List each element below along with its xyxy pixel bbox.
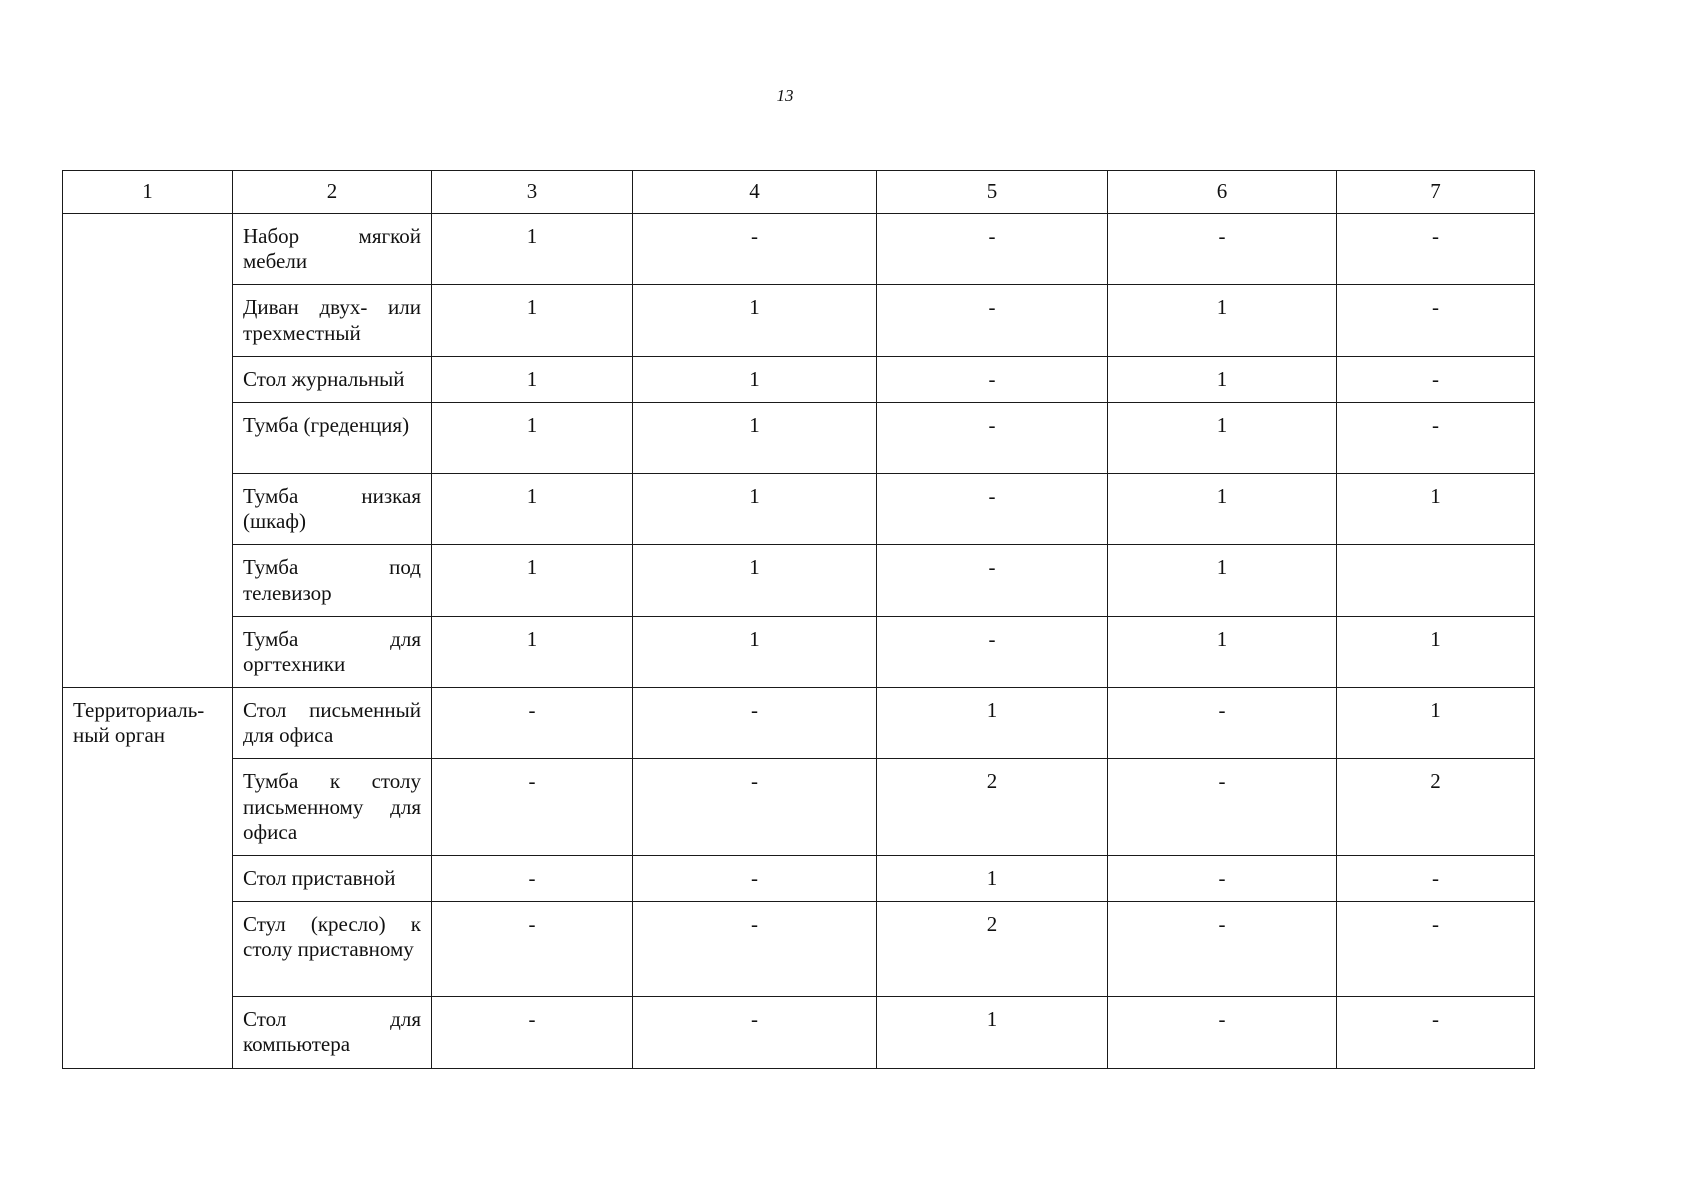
value-cell: 1 bbox=[877, 856, 1108, 902]
header-row bbox=[63, 171, 1535, 214]
value-cell: 1 bbox=[1337, 616, 1535, 687]
value-cell: - bbox=[1108, 688, 1337, 759]
value-cell: 1 bbox=[633, 402, 877, 473]
value-cell: 1 bbox=[1337, 473, 1535, 544]
column-number-1: 1 bbox=[63, 171, 233, 214]
value-cell: - bbox=[1108, 997, 1337, 1068]
value-cell: - bbox=[1108, 856, 1337, 902]
value-cell: - bbox=[877, 214, 1108, 285]
value-cell: 1 bbox=[1108, 402, 1337, 473]
value-cell: - bbox=[877, 356, 1108, 402]
group-name: Территориаль-ный орган bbox=[63, 688, 233, 1069]
page-number: 13 bbox=[776, 86, 794, 105]
value-cell: 1 bbox=[432, 402, 633, 473]
table-row bbox=[63, 997, 1535, 1068]
item-name: Тумба низкая (шкаф) bbox=[233, 473, 432, 544]
item-name: Набор мягкой мебели bbox=[233, 214, 432, 285]
value-cell: - bbox=[1337, 356, 1535, 402]
column-number-5: 5 bbox=[877, 171, 1108, 214]
value-cell: - bbox=[633, 902, 877, 997]
value-cell: - bbox=[432, 759, 633, 856]
value-cell: - bbox=[1337, 902, 1535, 997]
item-name: Стул (кресло) к столу приставному bbox=[233, 902, 432, 997]
value-cell: - bbox=[1337, 285, 1535, 356]
value-cell: 1 bbox=[1108, 545, 1337, 616]
value-cell: 1 bbox=[1108, 616, 1337, 687]
value-cell: - bbox=[633, 997, 877, 1068]
table-row bbox=[63, 285, 1535, 356]
table-row bbox=[63, 616, 1535, 687]
value-cell: 1 bbox=[432, 285, 633, 356]
value-cell: - bbox=[432, 856, 633, 902]
value-cell: - bbox=[877, 545, 1108, 616]
value-cell: - bbox=[633, 759, 877, 856]
item-name: Стол журнальный bbox=[233, 356, 432, 402]
value-cell: 1 bbox=[1337, 688, 1535, 759]
value-cell: 1 bbox=[1108, 285, 1337, 356]
column-number-3: 3 bbox=[432, 171, 633, 214]
value-cell: - bbox=[432, 688, 633, 759]
value-cell: - bbox=[1108, 759, 1337, 856]
group-name bbox=[63, 214, 233, 688]
value-cell: 2 bbox=[877, 902, 1108, 997]
value-cell: - bbox=[1337, 402, 1535, 473]
table-row bbox=[63, 356, 1535, 402]
table-row bbox=[63, 473, 1535, 544]
value-cell: 1 bbox=[432, 545, 633, 616]
value-cell bbox=[1337, 545, 1535, 616]
value-cell: - bbox=[1337, 214, 1535, 285]
item-name: Стол для компьютера bbox=[233, 997, 432, 1068]
value-cell: 1 bbox=[877, 688, 1108, 759]
value-cell: - bbox=[633, 688, 877, 759]
value-cell: 1 bbox=[432, 214, 633, 285]
item-name: Диван двух- или трехместный bbox=[233, 285, 432, 356]
column-number-6: 6 bbox=[1108, 171, 1337, 214]
value-cell: 2 bbox=[1337, 759, 1535, 856]
value-cell: - bbox=[877, 285, 1108, 356]
value-cell: - bbox=[877, 473, 1108, 544]
value-cell: 1 bbox=[432, 473, 633, 544]
value-cell: - bbox=[1337, 997, 1535, 1068]
value-cell: 1 bbox=[1108, 356, 1337, 402]
value-cell: - bbox=[877, 616, 1108, 687]
item-name: Стол приставной bbox=[233, 856, 432, 902]
item-name: Тумба под телевизор bbox=[233, 545, 432, 616]
value-cell: - bbox=[633, 214, 877, 285]
value-cell: 1 bbox=[633, 356, 877, 402]
value-cell: 2 bbox=[877, 759, 1108, 856]
value-cell: 1 bbox=[633, 545, 877, 616]
table-row bbox=[63, 759, 1535, 856]
column-number-4: 4 bbox=[633, 171, 877, 214]
value-cell: - bbox=[1337, 856, 1535, 902]
table-row bbox=[63, 545, 1535, 616]
value-cell: 1 bbox=[1108, 473, 1337, 544]
value-cell: 1 bbox=[877, 997, 1108, 1068]
item-name: Тумба для оргтехники bbox=[233, 616, 432, 687]
value-cell: 1 bbox=[633, 616, 877, 687]
table-row bbox=[63, 856, 1535, 902]
item-name: Тумба (греденция) bbox=[233, 402, 432, 473]
value-cell: 1 bbox=[432, 356, 633, 402]
value-cell: - bbox=[877, 402, 1108, 473]
table-row bbox=[63, 214, 1535, 285]
item-name: Тумба к столу письменному для офиса bbox=[233, 759, 432, 856]
column-number-7: 7 bbox=[1337, 171, 1535, 214]
column-number-2: 2 bbox=[233, 171, 432, 214]
value-cell: - bbox=[633, 856, 877, 902]
value-cell: - bbox=[1108, 214, 1337, 285]
table-row bbox=[63, 402, 1535, 473]
table-row bbox=[63, 902, 1535, 997]
value-cell: 1 bbox=[633, 285, 877, 356]
value-cell: 1 bbox=[432, 616, 633, 687]
item-name: Стол письменный для офиса bbox=[233, 688, 432, 759]
value-cell: 1 bbox=[633, 473, 877, 544]
table-row bbox=[63, 688, 1535, 759]
value-cell: - bbox=[1108, 902, 1337, 997]
furniture-table bbox=[62, 170, 1535, 1069]
value-cell: - bbox=[432, 997, 633, 1068]
value-cell: - bbox=[432, 902, 633, 997]
